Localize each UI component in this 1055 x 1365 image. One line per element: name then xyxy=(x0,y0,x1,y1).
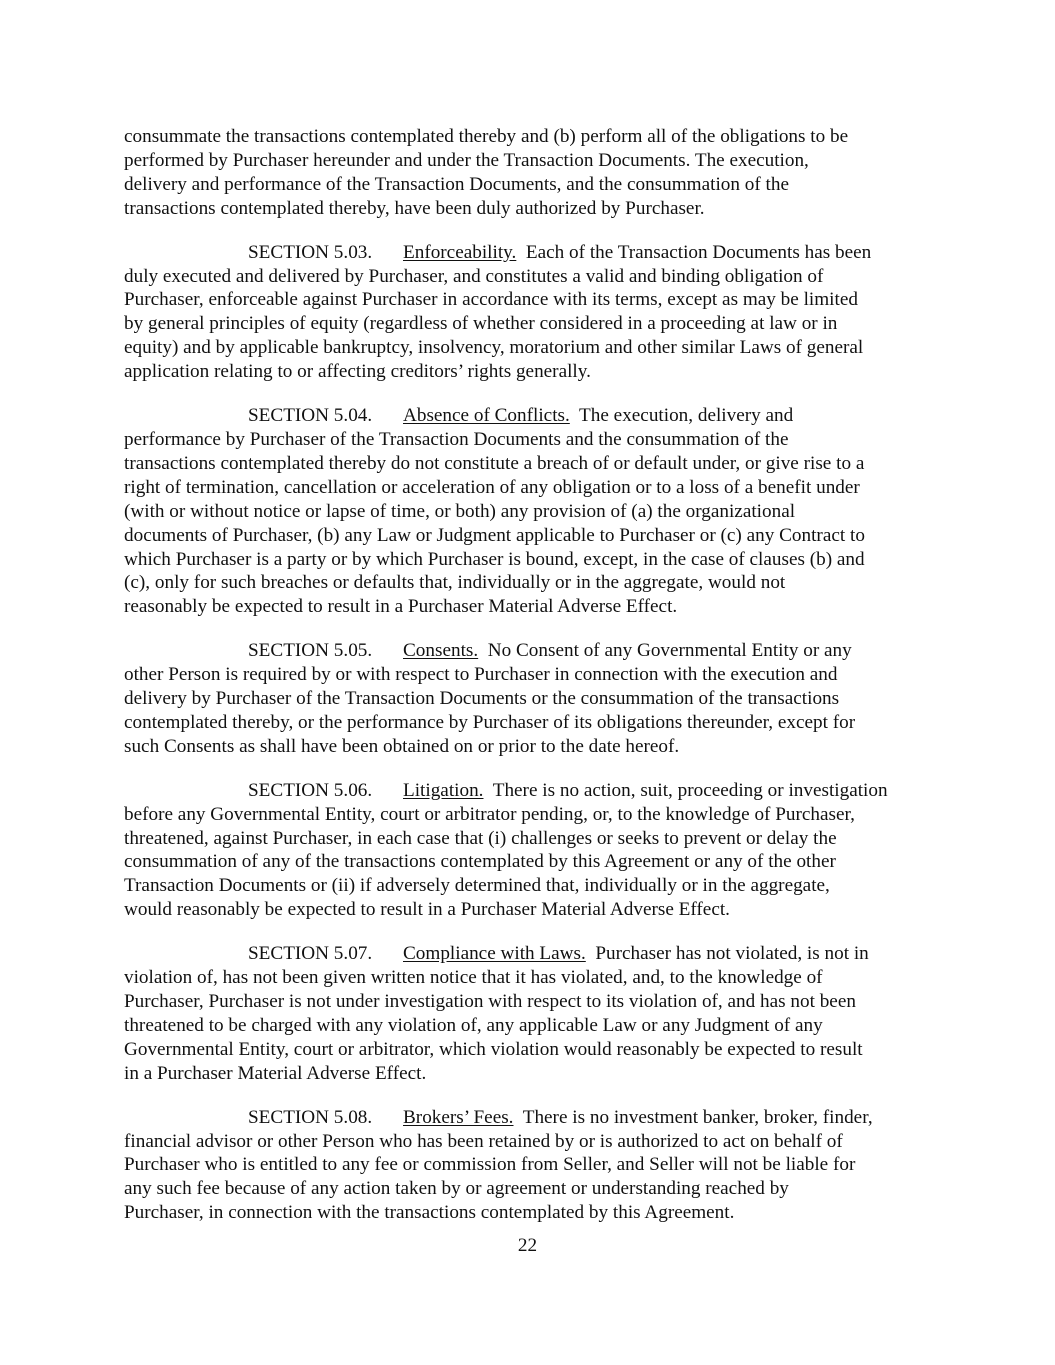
section-paragraph xyxy=(124,404,932,619)
section-heading: Compliance with Laws. xyxy=(403,943,586,965)
section-line: transactions contemplated thereby do not constitute a breach of or default under, or give rise to a xyxy=(124,452,865,474)
section-heading: Litigation. xyxy=(403,779,484,801)
section-line: Governmental Entity, court or arbitrator, which violation would reasonably be expected to result xyxy=(124,1038,863,1060)
section-heading: Enforceability. xyxy=(403,241,517,263)
section-line: There is no investment banker, broker, finder, xyxy=(513,1106,873,1128)
section-line: Purchaser, Purchaser is not under investigation with respect to its violation of, and has not been xyxy=(124,991,856,1012)
section-number: SECTION 5.03. xyxy=(248,241,373,263)
section-line: right of termination, cancellation or acceleration of any obligation or to a loss of a benefit under xyxy=(124,476,860,498)
section-line: by general principles of equity (regardless of whether considered in a proceeding at law or in xyxy=(124,313,838,335)
section-line: delivery by Purchaser of the Transaction Documents or the consummation of the transactions xyxy=(124,688,840,710)
section-line: application relating to or affecting creditors’ rights generally. xyxy=(124,361,591,383)
section-heading: Brokers’ Fees. xyxy=(403,1106,514,1128)
page-number: 22 xyxy=(517,1235,538,1256)
section-line: before any Governmental Entity, court or arbitrator pending, or, to the knowledge of Purchaser, xyxy=(124,803,855,825)
paragraph-line: transactions contemplated thereby, have been duly authorized by Purchaser. xyxy=(124,197,705,219)
section-line: The execution, delivery and xyxy=(569,405,794,427)
section-line: contemplated thereby, or the performance by Purchaser of its obligations thereunder, except for xyxy=(124,711,856,733)
section-paragraph xyxy=(124,1106,932,1226)
section-line: Transaction Documents or (ii) if adversely determined that, individually or in the aggregate, xyxy=(124,875,830,897)
section-line: duly executed and delivered by Purchaser, and constitutes a valid and binding obligation of xyxy=(124,265,824,287)
sections-container xyxy=(124,241,932,1226)
document-page xyxy=(124,125,932,1245)
section-line: would reasonably be expected to result in a Purchaser Material Adverse Effect. xyxy=(124,899,730,921)
section-line: threatened to be charged with any violation of, any applicable Law or any Judgment of any xyxy=(124,1014,823,1036)
section-line: Purchaser, enforceable against Purchaser in accordance with its terms, except as may be limited xyxy=(124,289,858,311)
section-heading: Consents. xyxy=(403,640,479,662)
section-line: consummation of any of the transactions contemplated by this Agreement or any of the other xyxy=(124,851,836,873)
section-line: documents of Purchaser, (b) any Law or Judgment applicable to Purchaser or (c) any Contract to xyxy=(124,524,865,546)
section-line: violation of, has not been given written notice that it has violated, and, to the knowledge of xyxy=(124,967,823,989)
opening-paragraph xyxy=(124,125,932,221)
section-line: (c), only for such breaches or defaults that, individually or in the aggregate, would not xyxy=(124,572,786,594)
section-line: (with or without notice or lapse of time, or both) any provision of (a) the organizational xyxy=(124,500,796,522)
paragraph-line: delivery and performance of the Transaction Documents, and the consummation of the xyxy=(124,173,789,195)
section-line: other Person is required by or with respect to Purchaser in connection with the execution and xyxy=(124,664,838,686)
section-line: equity) and by applicable bankruptcy, insolvency, moratorium and other similar Laws of general xyxy=(124,337,864,359)
section-line: Purchaser, in connection with the transactions contemplated by this Agreement. xyxy=(124,1202,735,1224)
section-line: such Consents as shall have been obtained on or prior to the date hereof. xyxy=(124,735,680,757)
section-paragraph xyxy=(124,942,932,1085)
section-paragraph xyxy=(124,639,932,759)
paragraph-line: consummate the transactions contemplated thereby and (b) perform all of the obligations to be xyxy=(124,126,849,147)
section-line: Purchaser has not violated, is not in xyxy=(585,943,869,965)
paragraph-line: performed by Purchaser hereunder and under the Transaction Documents. The execution, xyxy=(124,149,809,171)
section-number: SECTION 5.07. xyxy=(248,943,373,965)
section-line: performance by Purchaser of the Transaction Documents and the consummation of the xyxy=(124,428,789,450)
section-line: threatened, against Purchaser, in each case that (i) challenges or seeks to prevent or delay the xyxy=(124,827,837,849)
section-number: SECTION 5.05. xyxy=(248,640,373,662)
section-line: any such fee because of any action taken by or agreement or understanding reached by xyxy=(124,1178,789,1200)
section-paragraph xyxy=(124,241,932,384)
section-line: Each of the Transaction Documents has been xyxy=(516,241,872,263)
section-line: financial advisor or other Person who has been retained by or is authorized to act on behalf of xyxy=(124,1130,843,1152)
section-number: SECTION 5.06. xyxy=(248,779,373,801)
section-line: reasonably be expected to result in a Purchaser Material Adverse Effect. xyxy=(124,596,678,618)
section-heading: Absence of Conflicts. xyxy=(403,405,570,427)
section-line: No Consent of any Governmental Entity or any xyxy=(478,640,852,662)
section-line: Purchaser who is entitled to any fee or commission from Seller, and Seller will not be liable for xyxy=(124,1154,856,1176)
section-line: in a Purchaser Material Adverse Effect. xyxy=(124,1062,427,1084)
section-number: SECTION 5.04. xyxy=(248,405,373,427)
section-number: SECTION 5.08. xyxy=(248,1106,373,1128)
section-paragraph xyxy=(124,779,932,922)
section-line: There is no action, suit, proceeding or investigation xyxy=(483,779,888,801)
section-line: which Purchaser is a party or by which Purchaser is bound, except, in the case of clauses (b) and xyxy=(124,548,865,570)
